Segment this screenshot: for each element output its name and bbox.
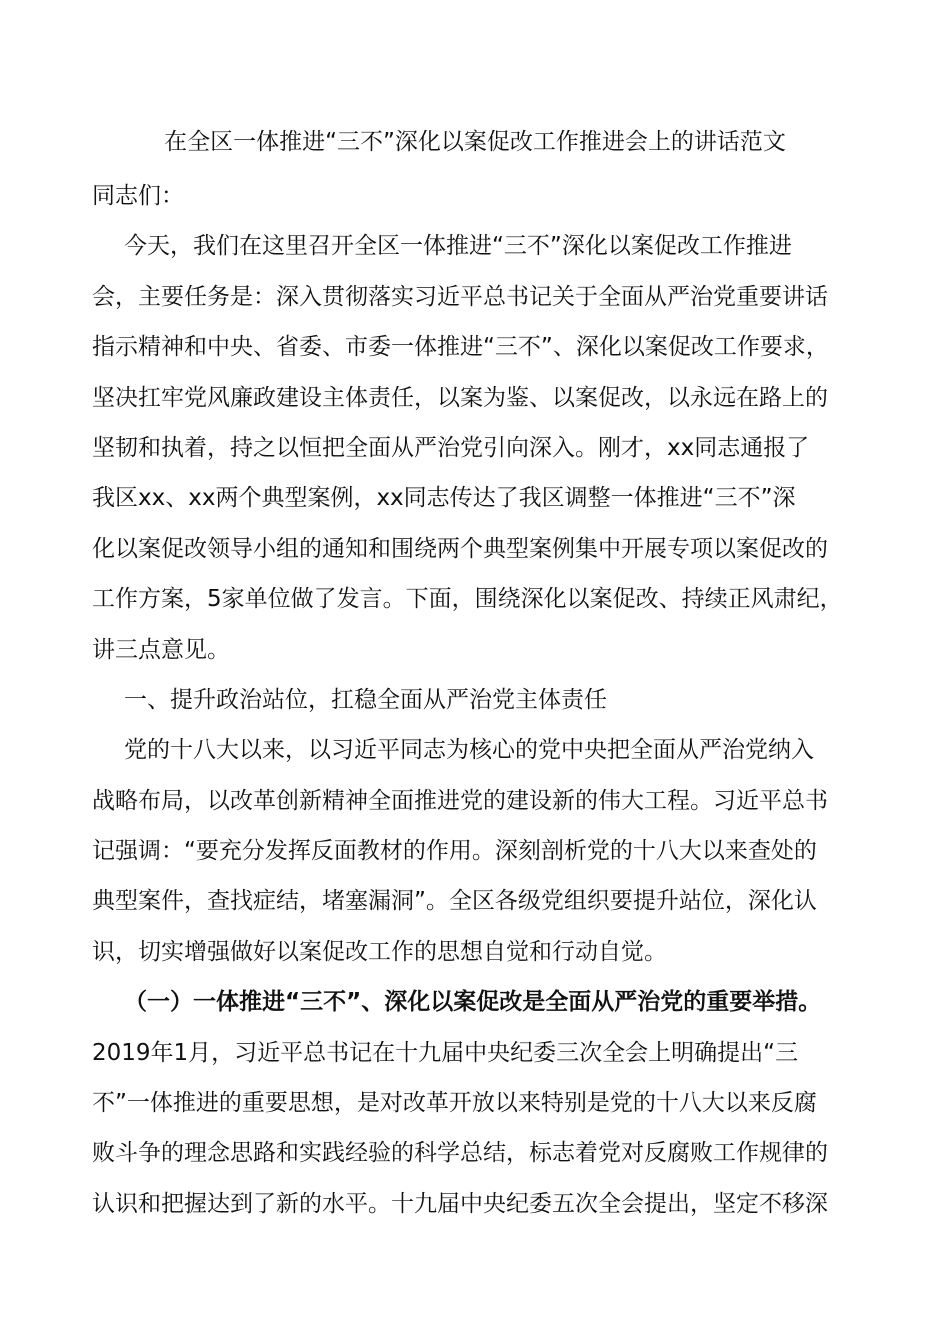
document-title: 在全区一体推进“三不”深化以案促改工作推进会上的讲话范文 (164, 129, 786, 155)
text-line: 不”一体推进的重要思想，是对改革开放以来特别是党的十八大以来反腐 (92, 1090, 817, 1117)
text-line: 识，切实增强做好以案促改工作的思想自觉和行动自觉。 (92, 938, 667, 965)
text-line: 同志们： (92, 183, 184, 209)
text-line: 2019年1月，习近平总书记在十九届中央纪委三次全会上明确提出“三 (92, 1039, 799, 1066)
text-line: 会，主要任务是：深入贯彻落实习近平总书记关于全面从严治党重要讲话 (92, 283, 828, 310)
text-line: 化以案促改领导小组的通知和围绕两个典型案例集中开展专项以案促改的 (92, 535, 828, 562)
text-line: 党的十八大以来，以习近平同志为核心的党中央把全面从严治党纳入 (124, 737, 814, 764)
text-line: 战略布局，以改革创新精神全面推进党的建设新的伟大工程。习近平总书 (92, 787, 828, 814)
text-line: 今天，我们在这里召开全区一体推进“三不”深化以案促改工作推进 (124, 233, 792, 260)
text-line: 典型案件，查找症结，堵塞漏洞”。全区各级党组织要提升站位，深化认 (92, 888, 817, 915)
document-body (92, 171, 860, 1229)
text-line: 坚韧和执着，持之以恒把全面从严治党引向深入。刚才，xx同志通报了 (92, 434, 810, 461)
text-line: 指示精神和中央、省委、市委一体推进“三不”、深化以案促改工作要求， (92, 334, 829, 361)
text-line: 工作方案，5家单位做了发言。下面，围绕深化以案促改、持续正风肃纪， (92, 586, 843, 613)
text-line: 一、提升政治站位，扛稳全面从严治党主体责任 (124, 686, 607, 713)
text-line: 败斗争的理念思路和实践经验的科学总结，标志着党对反腐败工作规律的 (92, 1140, 828, 1167)
text-line: 讲三点意见。 (92, 636, 230, 663)
text-line: （一）一体推进“三不”、深化以案促改是全面从严治党的重要举措。 (124, 989, 822, 1016)
text-line: 记强调：“要充分发挥反面教材的作用。深刻剖析党的十八大以来查处的 (92, 838, 817, 865)
text-line: 认识和把握达到了新的水平。十九届中央纪委五次全会提出，坚定不移深 (92, 1190, 828, 1217)
text-line: 坚决扛牢党风廉政建设主体责任，以案为鉴、以案促改，以永远在路上的 (92, 384, 828, 411)
text-line: 我区xx、xx两个典型案例，xx同志传达了我区调整一体推进“三不”深 (92, 485, 796, 512)
